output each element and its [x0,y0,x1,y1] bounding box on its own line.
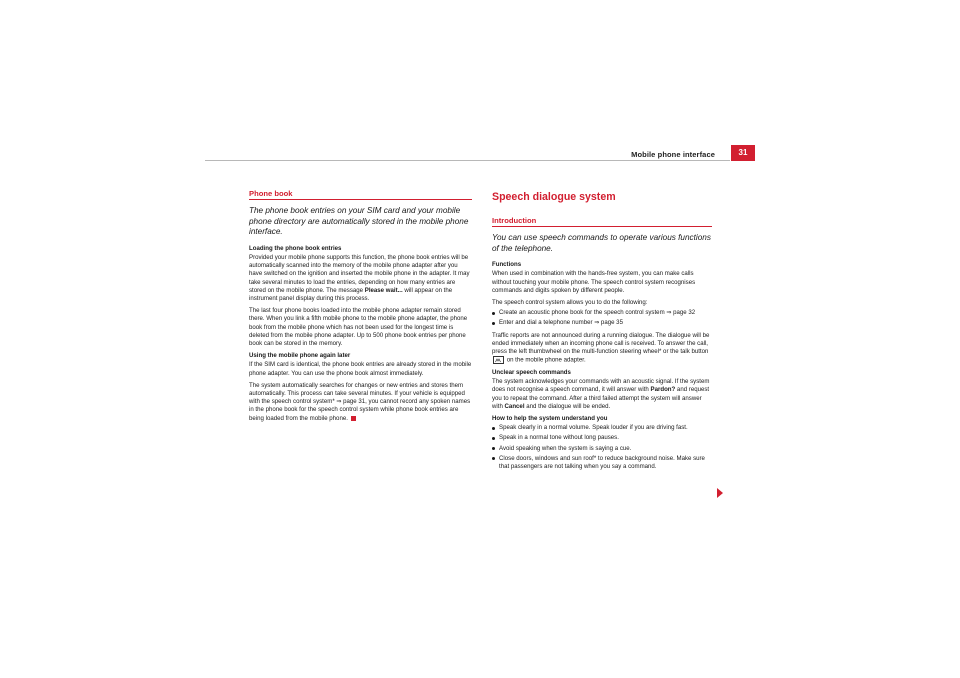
list-item: Enter and dial a telephone number ⇒ page 35 [492,319,712,327]
paragraph-functions-1: When used in combination with the hands-free system, you can make calls without touching your mobile phone. The speech control system recognises commands and digits spoken by different people. [492,270,696,294]
cross-ref-arrow-icon: ⇒ [594,320,600,327]
section-lead-introduction: You can use speech commands to operate various functions of the telephone. [492,233,711,253]
paragraph-again-2: The system automatically searches for changes or new entries and stores them automatically. This process can take several minutes. If your vehicle is equipped with the speech control system* ⇒ page 31, you cannot record any spoken names in the phone book for the speech control system while phone book entries are being loaded from the mobile phone. [249,381,471,422]
paragraph-functions-2: The speech control system allows you to do the following: [492,299,648,306]
cross-ref-page-35[interactable]: page 35 [599,319,623,327]
subheading-unclear: Unclear speech commands [492,369,571,377]
header-rule [205,160,730,161]
end-of-section-icon [351,416,356,421]
list-item: Close doors, windows and sun roof* to reduce background noise. Make sure that passengers are not talking when you say a command. [492,455,712,471]
response-cancel: Cancel [504,402,525,410]
paragraph-loading-1: Provided your mobile phone supports this function, the phone book entries will be automatically scanned into the memory of the mobile phone adapter after you have switched on the ignition and inserted the mobile phone in the adapter. It may take several minutes to load the entries, depending on how many entries are stored on the mobile phone. The message Please wait... will appear on the instrument panel display during this process. [249,253,470,302]
paragraph-again-1: If the SIM card is identical, the phone book entries are already stored in the mobile phone adapter. You can use the phone book almost immediately. [249,361,472,377]
paragraph-loading-2: The last four phone books loaded into the mobile phone adapter remain stored there. When you link a fifth mobile phone to the mobile phone adapter, the phone book from the mobile phone which has not been used for the longest time is deleted from the mobile phone adapter. Up to 500 phone book entries per phone book can be stored in the memory. [249,307,468,348]
page-number-badge: 31 [731,145,755,161]
list-item: Avoid speaking when the system is saying a cue. [492,445,712,453]
paragraph-functions-3: Traffic reports are not announced during a running dialogue. The dialogue will be ended immediately when an incoming phone call is received. To answer the call, press the left thumbwheel on the multi-function steering wheel* or the talk button on the mobile phone adapter. [492,331,710,364]
cross-ref-page-32[interactable]: page 32 [671,309,696,317]
subheading-help: How to help the system understand you [492,415,608,423]
cross-ref-arrow-icon: ⇒ [666,310,672,317]
section-lead-phone-book: The phone book entries on your SIM card and your mobile phone directory are automatically stored in the mobile phone interface. [249,206,469,237]
paragraph-unclear: The system acknowledges your commands with an acoustic signal. If the system does not recognise a speech command, it will answer with Pardon? and request you to repeat the command. After a third failed attempt the system will answer with Cancel and the dialogue will be ended. [492,378,710,410]
section-title-phone-book: Phone book [249,189,472,200]
list-item: Speak clearly in a normal volume. Speak louder if you are driving fast. [492,424,712,432]
cross-ref-page-31[interactable]: page 31, you cannot record any spoken names in the phone book for the speech control system while phone book entries are being loaded from the mobile phone. [249,398,471,422]
cross-ref-arrow-icon: ⇒ [336,399,342,406]
response-pardon: Pardon? [650,386,676,394]
left-column [249,189,472,427]
right-column [492,191,712,473]
running-header-title: Mobile phone interface [631,150,715,159]
message-please-wait: Please wait... [364,286,403,294]
section-title-introduction: Introduction [492,216,712,227]
subheading-functions: Functions [492,261,522,269]
list-item: Speak in a normal tone without long pauses. [492,434,712,442]
talk-button-icon [493,356,504,364]
list-item: Create an acoustic phone book for the speech control system ⇒ page 32 [492,309,712,317]
subheading-loading: Loading the phone book entries [249,244,342,252]
continue-arrow-icon [717,488,723,498]
subheading-using-again: Using the mobile phone again later [249,352,351,360]
chapter-title: Speech dialogue system [492,191,616,203]
